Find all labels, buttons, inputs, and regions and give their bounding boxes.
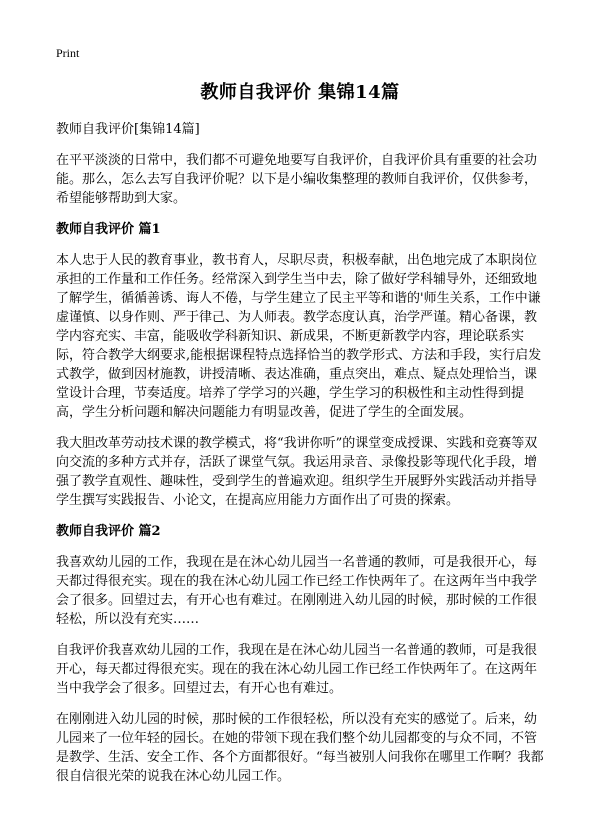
section-heading: 教师自我评价 篇1 <box>56 222 161 237</box>
intro-paragraph: 在平平淡淡的日常中，我们都不可避免地要写自我评价，自我评价具有重要的社会功能。那么，怎么去写自我评价呢？以下是小编收集整理的教师自我评价，仅供参考，希望能够帮助到大家。 <box>56 153 538 206</box>
section-paragraph: 我喜欢幼儿园的工作，我现在是在沐心幼儿园当一名普通的教师，可是我很开心，每天都过得很充实。现在的我在沐心幼儿园工作已经工作快两年了。在这两年当中我学会了很多。回望过去，有开心也有难过。在刚刚进入幼儿园的时候，那时候的工作很轻松，所以没有充实…… <box>56 555 538 627</box>
document-subtitle: 教师自我评价[集锦14篇] <box>56 122 200 137</box>
section-2 <box>56 522 548 786</box>
section-paragraph: 本人忠于人民的教育事业，教书育人，尽职尽责，积极奉献，出色地完成了本职岗位承担的工作量和工作任务。经常深入到学生当中去，除了做好学科辅导外，还细致地了解学生，循循善诱、诲人不倦，与学生建立了民主平等和谐的'师生关系，工作中谦虚谨慎、以身作则、严于律己、为人师表。教学态度认真，治学严谨。精心备课，教学内容充实、丰富，能吸收学科新知识、新成果，不断更新教学内容，理论联系实际，符合教学大纲要求,能根据课程特点选择恰当的教学形式、方法和手段，实行启发式教学，做到因材施教，讲授清晰、表达准确，重点突出，难点、疑点处理恰当，课堂设计合理，节奏适度。培养了学学习的兴趣，学生学习的积极性和主动性得到提高，学生分析问题和解决问题能力有明显改善，促进了学生的全面发展。 <box>56 253 542 420</box>
document-body <box>56 120 548 798</box>
section-1 <box>56 220 548 510</box>
document-title: 教师自我评价 集锦14篇 <box>200 82 400 103</box>
section-paragraph: 在刚刚进入幼儿园的时候，那时候的工作很轻松，所以没有充实的感觉了。后来，幼儿园来了一位年轻的园长。在她的带领下现在我们整个幼儿园都变的与众不同，不管是教学、生活、安全工作、各个方面都很好。“每当被别人问我你在哪里工作啊？我都很自信很光荣的说我在沐心幼儿园工作。 <box>56 712 544 784</box>
section-heading: 教师自我评价 篇2 <box>56 524 161 539</box>
section-paragraph: 自我评价我喜欢幼儿园的工作，我现在是在沐心幼儿园当一名普通的教师，可是我很开心，每天都过得很充实。现在的我在沐心幼儿园工作已经工作快两年了。在这两年当中我学会了很多。回望过去，有开心也有难过。 <box>56 643 538 696</box>
print-label: Print <box>56 46 80 60</box>
section-paragraph: 我大胆改革劳动技术课的教学模式，将“我讲你听”的课堂变成授课、实践和竞赛等双向交流的多种方式并存，活跃了课堂气氛。我运用录音、录像投影等现代化手段，增强了教学直观性、趣味性，受到学生的普遍欢迎。组织学生开展野外实践活动并指导学生撰写实践报告、小论文，在提高应用能力方面作出了可贵的探索。 <box>56 436 538 508</box>
